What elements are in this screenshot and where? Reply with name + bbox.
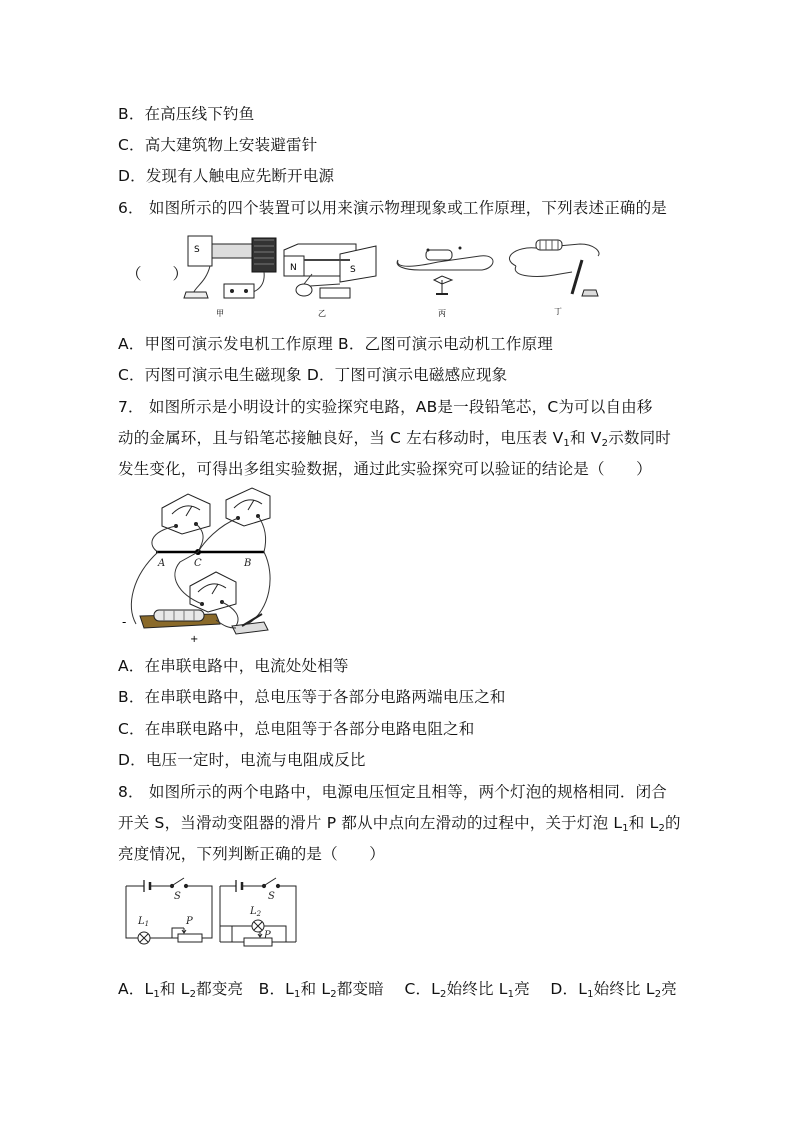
q7-stem-line3: 发生变化，可得出多组实验数据，通过此实验探究可以验证的结论是（ ）: [118, 460, 652, 478]
q7-option-d: D．电压一定时，电流与电阻成反比: [118, 751, 366, 769]
q6-options-ab: A．甲图可演示发电机工作原理 B．乙图可演示电动机工作原理: [118, 335, 553, 353]
battery-negative-label: -: [122, 615, 127, 629]
q8-figure: [120, 872, 310, 962]
figure-label-yi: 乙: [318, 309, 326, 318]
figure-label-bing: 丙: [438, 309, 446, 318]
q7-option-c: C．在串联电路中，总电阻等于各部分电路电阻之和: [118, 720, 475, 738]
slider-p-label-2: P: [264, 930, 271, 941]
battery-positive-label: +: [190, 634, 199, 642]
q5-option-d: D．发现有人触电应先断开电源: [118, 167, 335, 185]
slider-p-label-1: P: [186, 916, 193, 927]
figure-label-ding: 丁: [554, 307, 562, 316]
lamp-l1-label: $L_1$: [138, 916, 150, 928]
q8-stem-line3: 亮度情况，下列判断正确的是（ ）: [118, 845, 385, 863]
q8-option-c: C．$L_2$始终比 $L_1$亮: [404, 980, 530, 1000]
q5-option-c: C．高大建筑物上安装避雷针: [118, 136, 318, 154]
q6-answer-paren: （ ）: [126, 265, 189, 283]
figure-yi: [284, 244, 376, 318]
switch-s-label-1: S: [174, 891, 181, 902]
point-c-label: C: [194, 558, 202, 569]
magnet-pole-s2: S: [350, 265, 356, 275]
q8-option-a: A．$L_1$和 $L_2$都变亮: [118, 980, 244, 1000]
magnet-pole-n: N: [290, 263, 297, 273]
q8-stem-line1: 8． 如图所示的两个电路中，电源电压恒定且相等，两个灯泡的规格相同．闭合: [118, 783, 667, 801]
figure-bing: [397, 247, 493, 319]
q7-stem-line1: 7． 如图所示是小明设计的实验探究电路，AB是一段铅笔芯，C为可以自由移: [118, 398, 653, 416]
magnet-pole-s: S: [194, 245, 200, 255]
q6-options-cd: C．丙图可演示电生磁现象 D．丁图可演示电磁感应现象: [118, 366, 508, 384]
q6-stem: 6． 如图所示的四个装置可以用来演示物理现象或工作原理，下列表述正确的是: [118, 199, 667, 217]
figure-jia: [184, 236, 276, 318]
q8-options: [118, 977, 677, 1000]
q7-option-b: B．在串联电路中，总电压等于各部分电路两端电压之和: [118, 688, 506, 706]
circuit-left: [126, 878, 212, 944]
switch-s-label-2: S: [268, 891, 275, 902]
q8-stem-line2: 开关 S，当滑动变阻器的滑片 P 都从中点向左滑动的过程中，关于灯泡 $L_1$和 $L_2$的: [118, 814, 681, 834]
point-a-label: A: [158, 558, 166, 569]
q7-option-a: A．在串联电路中，电流处处相等: [118, 657, 349, 675]
q8-option-d: D．$L_1$始终比 $L_2$亮: [550, 980, 677, 1000]
q8-option-b: B．$L_1$和 $L_2$都变暗: [258, 980, 384, 1000]
q5-option-b: B．在高压线下钓鱼: [118, 105, 255, 123]
figure-ding: [509, 240, 599, 316]
q7-stem-line2: 动的金属环，且与铅笔芯接触良好，当 C 左右移动时，电压表 $V_1$和 $V_2$示数同时: [118, 429, 671, 449]
lamp-l2-label: $L_2$: [250, 906, 262, 918]
point-b-label: B: [244, 558, 252, 569]
q6-figure: [180, 226, 610, 320]
figure-label-jia: 甲: [216, 309, 224, 318]
q7-figure: [118, 486, 276, 642]
battery: [140, 610, 220, 628]
